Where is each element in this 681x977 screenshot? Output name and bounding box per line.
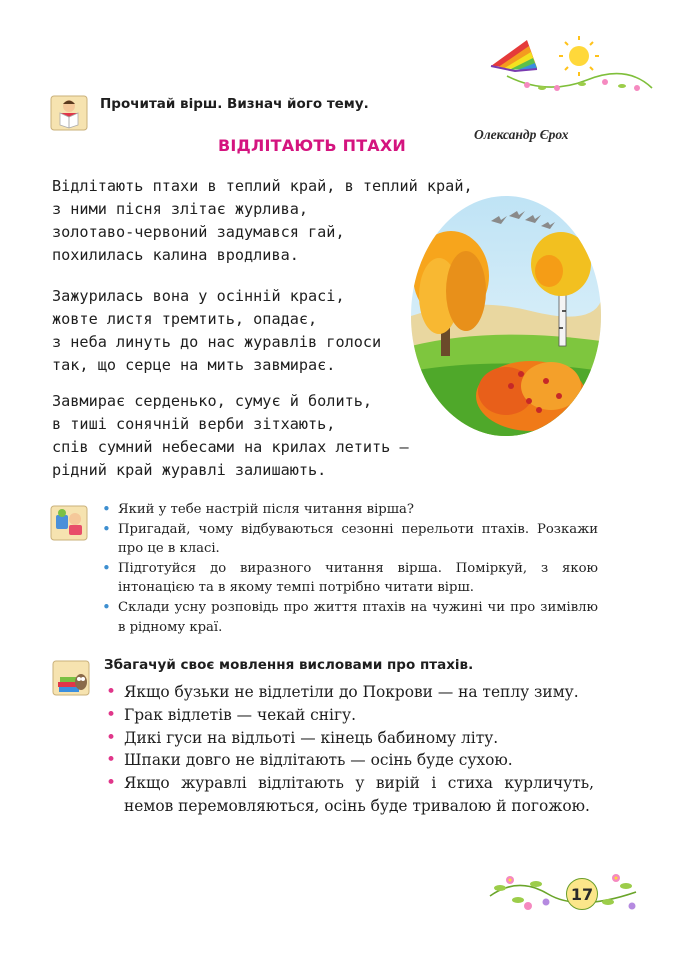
poem-line: жовте листя тремтить, опадає, xyxy=(52,310,318,328)
question-item: • Пригадай, чому відбуваються сезонні перельоти птахів. Розкажи про це в класі. xyxy=(100,520,598,559)
sayings-heading: Збагачуй своє мовлення висловами про птахів. xyxy=(104,657,474,673)
saying-item: • Грак відлетів — чекай снігу. xyxy=(104,704,594,727)
books-owl-icon xyxy=(52,660,90,696)
page-number: 17 xyxy=(566,878,598,910)
task-instruction: Прочитай вірш. Визнач його тему. xyxy=(100,96,369,112)
poem-line: в тиші сонячній верби зітхають, xyxy=(52,415,336,433)
question-item: • Який у тебе настрій після читання вірша? xyxy=(100,500,598,520)
kite-sun-decoration xyxy=(487,36,657,96)
poem-stanza-2 xyxy=(52,285,381,377)
saying-item: • Дикі гуси на відльоті — кінець бабиному літу. xyxy=(104,727,594,750)
poem-line: золотаво-червоний задумався гай, xyxy=(52,223,345,241)
reading-boy-icon xyxy=(50,95,88,131)
poem-stanza-3 xyxy=(52,390,409,482)
poem-line: з неба линуть до нас журавлів голоси xyxy=(52,333,382,351)
poem-author: Олександр Єрох xyxy=(474,127,569,142)
poem-line: Зажурилась вона у осінній красі, xyxy=(52,287,345,305)
questions-list xyxy=(100,500,598,637)
poem-line: Завмирає серденько, сумує й болить, xyxy=(52,392,373,410)
poem-line: так, що серце на мить завмирає. xyxy=(52,356,336,374)
poem-line: Відлітають птахи в теплий край, в теплий край, xyxy=(52,177,473,195)
sayings-list xyxy=(104,681,594,818)
poem-line: рідний край журавлі залишають. xyxy=(52,461,327,479)
question-item: • Склади усну розповідь про життя птахів на чужині чи про зимівлю в рідному краї. xyxy=(100,598,598,637)
saying-item: • Якщо журавлі відлітають у вирій і стиха курличуть, немов перемовляються, осінь буде тривалою й погожою. xyxy=(104,772,594,818)
discussion-icon xyxy=(50,505,88,541)
flower-border-decoration xyxy=(488,866,638,916)
poem-line: спів сумний небесами на крилах летить — xyxy=(52,438,409,456)
saying-item: • Якщо бузьки не відлетіли до Покрови — на теплу зиму. xyxy=(104,681,594,704)
autumn-landscape-illustration xyxy=(411,196,601,436)
poem-title: ВІДЛІТАЮТЬ ПТАХИ xyxy=(218,136,407,155)
poem-stanza-1 xyxy=(52,175,473,267)
saying-item: • Шпаки довго не відлітають — осінь буде сухою. xyxy=(104,749,594,772)
question-item: • Підготуйся до виразного читання вірша. Поміркуй, з якою інтонацією та в якому темпі потрібно читати вірш. xyxy=(100,559,598,598)
poem-line: похилилась калина вродлива. xyxy=(52,246,299,264)
poem-line: з ними пісня злітає журлива, xyxy=(52,200,309,218)
